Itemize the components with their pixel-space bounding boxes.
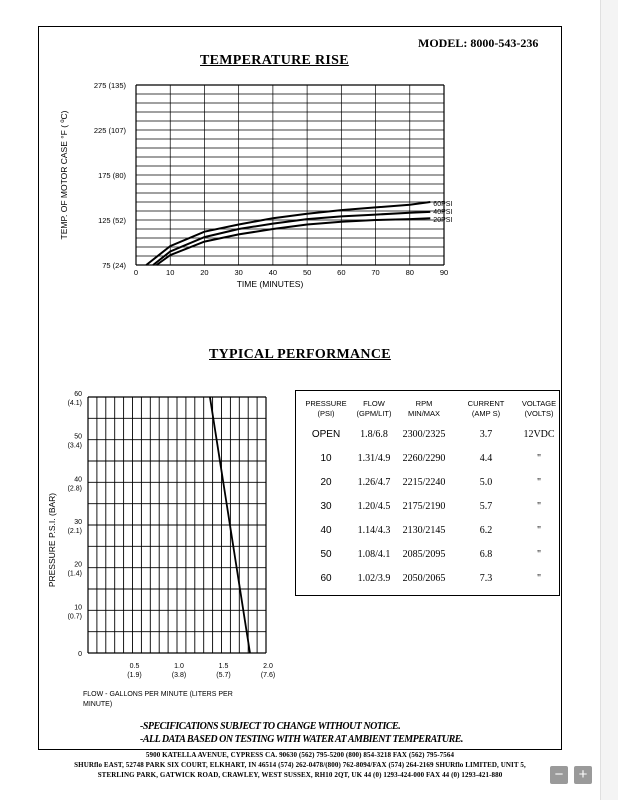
x-tick-label: 80	[405, 268, 414, 277]
y-tick-label: (2.1)	[67, 528, 82, 535]
zoom-out-button[interactable]: −	[550, 766, 568, 784]
table-cell: 5.7	[479, 501, 493, 512]
x-axis-label: MINUTE)	[83, 701, 113, 708]
table-header-text: (AMP S)	[471, 409, 501, 418]
table-cell: 4.4	[479, 453, 493, 464]
y-axis-label: TEMP. OF MOTOR CASE °F ( ºC)	[59, 110, 69, 240]
y-tick-label: 30	[74, 519, 82, 526]
x-tick-label: 20	[200, 268, 209, 277]
series-line-60psi	[146, 202, 430, 265]
y-tick-label: 60	[74, 391, 82, 398]
table-header-text: VOLTAGE	[521, 399, 557, 408]
performance-title: TYPICAL PERFORMANCE	[209, 347, 391, 362]
x-tick-label: 40	[268, 268, 278, 277]
x-tick-label: (3.8)	[171, 672, 187, 679]
vertical-scrollbar[interactable]	[600, 0, 618, 800]
table-header-cell	[456, 399, 516, 419]
x-tick-label: 50	[302, 268, 312, 277]
table-cell: 2050/2065	[402, 573, 446, 584]
table-header-text: MIN/MAX	[407, 409, 441, 418]
y-tick-label: (0.7)	[67, 613, 82, 621]
table-cell: 40	[320, 525, 332, 536]
y-tick-label: 125 (52)	[98, 216, 126, 225]
table-cell: 30	[320, 501, 332, 512]
table-cell: OPEN	[311, 429, 341, 440]
series-label: 20PSI	[433, 217, 453, 224]
y-tick-label: (2.8)	[67, 485, 82, 493]
y-tick-label: 0	[78, 651, 82, 658]
y-axis-label: PRESSURE P.S.I. (BAR)	[47, 492, 57, 588]
table-cell: 2130/2145	[402, 525, 446, 536]
table-cell: "	[536, 477, 542, 488]
x-tick-label: 90	[439, 268, 449, 277]
y-tick-label: (1.4)	[67, 570, 82, 578]
note-line: -ALL DATA BASED ON TESTING WITH WATER AT AMBIENT TEMPERATURE.	[140, 734, 463, 745]
y-tick-label: (3.4)	[67, 442, 82, 450]
table-cell: 6.2	[479, 525, 493, 536]
model-number: MODEL: 8000-543-236	[418, 36, 539, 50]
y-tick-label: 50	[74, 433, 82, 441]
table-header-text: (GPM/LIT)	[356, 409, 392, 418]
table-cell: "	[536, 573, 542, 584]
x-axis-label: TIME (MINUTES)	[236, 279, 304, 289]
table-cell: 12VDC	[523, 429, 555, 440]
x-tick-label: (7.6)	[260, 672, 276, 679]
series-label: 40PSI	[433, 209, 453, 216]
performance-table	[295, 390, 560, 596]
x-tick-label: (5.7)	[216, 672, 231, 679]
x-tick-label: 60	[337, 268, 346, 277]
table-cell: 7.3	[479, 573, 493, 584]
notes	[140, 720, 560, 746]
note-line: -SPECIFICATIONS SUBJECT TO CHANGE WITHOUT NOTICE.	[140, 721, 401, 732]
table-cell: "	[536, 453, 542, 464]
table-cell: 2175/2190	[402, 501, 446, 512]
y-tick-label: 20	[74, 561, 82, 569]
x-tick-label: 1.0	[174, 663, 184, 670]
series-label: 60PSI	[433, 201, 453, 208]
table-cell: 6.8	[479, 549, 493, 560]
table-header-text: (PSI)	[317, 409, 335, 418]
table-cell: 1.8/6.8	[360, 429, 388, 440]
table-cell: "	[536, 549, 542, 560]
table-cell: 1.08/4.1	[357, 549, 391, 560]
x-axis-label: FLOW - GALLONS PER MINUTE (LITERS PER	[83, 691, 233, 698]
y-tick-label: 275 (135)	[93, 81, 126, 90]
table-cell: 5.0	[479, 477, 493, 488]
x-tick-label: 0.5	[129, 663, 140, 670]
footer-address-line: 5900 KATELLA AVENUE, CYPRESS CA. 90630 (562) 795-5200 (800) 854-3218 FAX (562) 795-7564	[145, 751, 455, 759]
y-tick-label: 40	[74, 476, 82, 484]
table-cell: 2085/2095	[402, 549, 446, 560]
x-tick-label: 2.0	[263, 663, 273, 670]
x-tick-label: 10	[166, 268, 175, 277]
table-cell: 50	[320, 549, 332, 560]
table-cell: 3.7	[479, 429, 493, 440]
y-tick-label: (4.1)	[67, 400, 82, 407]
series-line-20psi	[157, 218, 431, 265]
table-cell: "	[536, 525, 542, 536]
temperature-chart-title: TEMPERATURE RISE	[200, 53, 349, 68]
table-cell: 1.20/4.5	[357, 501, 391, 512]
zoom-in-button[interactable]: +	[574, 766, 592, 784]
x-tick-label: 0	[133, 268, 139, 277]
table-header-cell	[509, 399, 569, 419]
table-cell: 10	[320, 453, 332, 464]
table-cell: 2260/2290	[402, 453, 446, 464]
table-cell: 1.26/4.7	[357, 477, 391, 488]
table-cell: 60	[320, 573, 332, 584]
x-tick-label: 30	[234, 268, 243, 277]
table-cell: 1.31/4.9	[357, 453, 391, 464]
x-tick-label: 1.5	[218, 663, 229, 670]
table-cell: 20	[320, 477, 332, 488]
table-header-text: CURRENT	[467, 399, 505, 408]
table-header-text: (VOLTS)	[524, 409, 554, 418]
table-header-text: RPM	[415, 399, 433, 408]
footer-address-line: SHURflo EAST, 52748 PARK SIX COURT, ELKHART, IN 46514 (574) 262-0478/(800) 762-8094/FAX (574) 264-2169 SHURflo LIMITED, UNIT 5,	[74, 761, 526, 769]
y-tick-label: 75 (24)	[102, 261, 126, 270]
x-tick-label: 70	[371, 268, 380, 277]
table-header-text: FLOW	[363, 399, 385, 408]
table-cell: "	[536, 501, 542, 512]
y-tick-label: 175 (80)	[98, 171, 126, 180]
y-tick-label: 10	[74, 604, 82, 612]
table-header-cell	[394, 399, 454, 419]
footer-address-line: STERLING PARK, GATWICK ROAD, CRAWLEY, WEST SUSSEX, RH10 2QT, UK 44 (0) 1293-424-000 FAX 44 (0) 1293-421-880	[97, 771, 503, 779]
table-cell: 2215/2240	[402, 477, 446, 488]
table-cell: 2300/2325	[402, 429, 446, 440]
x-tick-label: (1.9)	[127, 672, 142, 679]
table-header-text: PRESSURE	[305, 399, 347, 408]
table-cell: 1.14/4.3	[357, 525, 391, 536]
table-cell: 1.02/3.9	[357, 573, 391, 584]
y-tick-label: 225 (107)	[93, 126, 126, 135]
